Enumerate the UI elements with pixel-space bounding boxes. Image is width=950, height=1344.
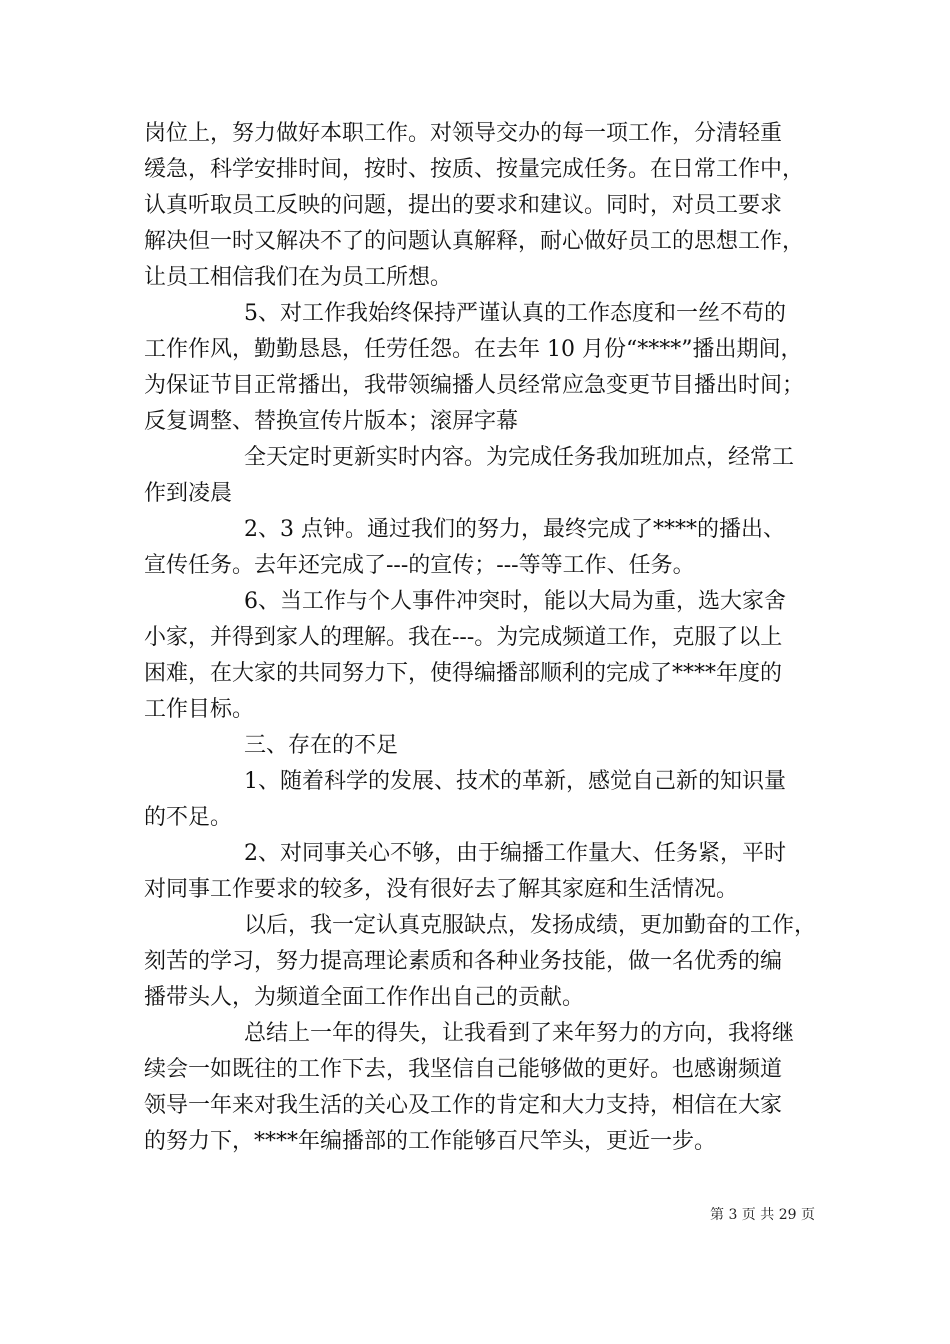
document-line: 小家，并得到家人的理解。我在---。为完成频道工作，克服了以上 — [144, 625, 783, 650]
document-line: 让员工相信我们在为员工所想。 — [144, 265, 453, 290]
document-line: 困难，在大家的共同努力下，使得编播部顺利的完成了****年度的 — [144, 661, 783, 686]
document-line: 反复调整、替换宣传片版本；滚屏字幕 — [144, 409, 519, 434]
document-line: 缓急，科学安排时间，按时、按质、按量完成任务。在日常工作中， — [144, 157, 805, 182]
document-line: 工作目标。 — [144, 697, 255, 722]
document-line: 岗位上，努力做好本职工作。对领导交办的每一项工作，分清轻重 — [144, 121, 783, 146]
document-line: 1、随着科学的发展、技术的革新，感觉自己新的知识量 — [244, 769, 786, 794]
document-line: 三、存在的不足 — [244, 733, 399, 758]
document-body — [144, 116, 817, 1160]
document-line: 工作作风，勤勤恳恳，任劳任怨。在去年 10 月份“****”播出期间， — [144, 337, 803, 362]
document-line: 2、3 点钟。通过我们的努力，最终完成了****的播出、 — [244, 517, 785, 542]
document-line: 以后，我一定认真克服缺点，发扬成绩，更加勤奋的工作， — [244, 913, 817, 938]
document-line: 宣传任务。去年还完成了---的宣传；---等等工作、任务。 — [144, 553, 695, 578]
document-line: 领导一年来对我生活的关心及工作的肯定和大力支持，相信在大家 — [144, 1093, 783, 1118]
document-line: 6、当工作与个人事件冲突时，能以大局为重，选大家舍 — [244, 589, 786, 614]
document-line: 续会一如既往的工作下去，我坚信自己能够做的更好。也感谢频道 — [144, 1057, 783, 1082]
document-line: 为保证节目正常播出，我带领编播人员经常应急变更节目播出时间； — [144, 373, 805, 398]
document-line: 解决但一时又解决不了的问题认真解释，耐心做好员工的思想工作， — [144, 229, 805, 254]
document-line: 5、对工作我始终保持严谨认真的工作态度和一丝不苟的 — [244, 301, 786, 326]
page-number-footer: 第 3 页 共 29 页 — [710, 1207, 815, 1223]
document-line: 认真听取员工反映的问题，提出的要求和建议。同时，对员工要求 — [144, 193, 783, 218]
document-line: 的努力下，****年编播部的工作能够百尺竿头，更近一步。 — [144, 1129, 717, 1154]
document-line: 作到凌晨 — [144, 481, 233, 506]
document-line: 全天定时更新实时内容。为完成任务我加班加点，经常工 — [244, 445, 795, 470]
document-line: 总结上一年的得失，让我看到了来年努力的方向，我将继 — [244, 1021, 795, 1046]
document-line: 对同事工作要求的较多，没有很好去了解其家庭和生活情况。 — [144, 877, 739, 902]
document-line: 播带头人，为频道全面工作作出自己的贡献。 — [144, 985, 585, 1010]
document-line: 刻苦的学习，努力提高理论素质和各种业务技能，做一名优秀的编 — [144, 949, 783, 974]
document-line: 2、对同事关心不够，由于编播工作量大、任务紧，平时 — [244, 841, 786, 866]
document-line: 的不足。 — [144, 805, 233, 830]
